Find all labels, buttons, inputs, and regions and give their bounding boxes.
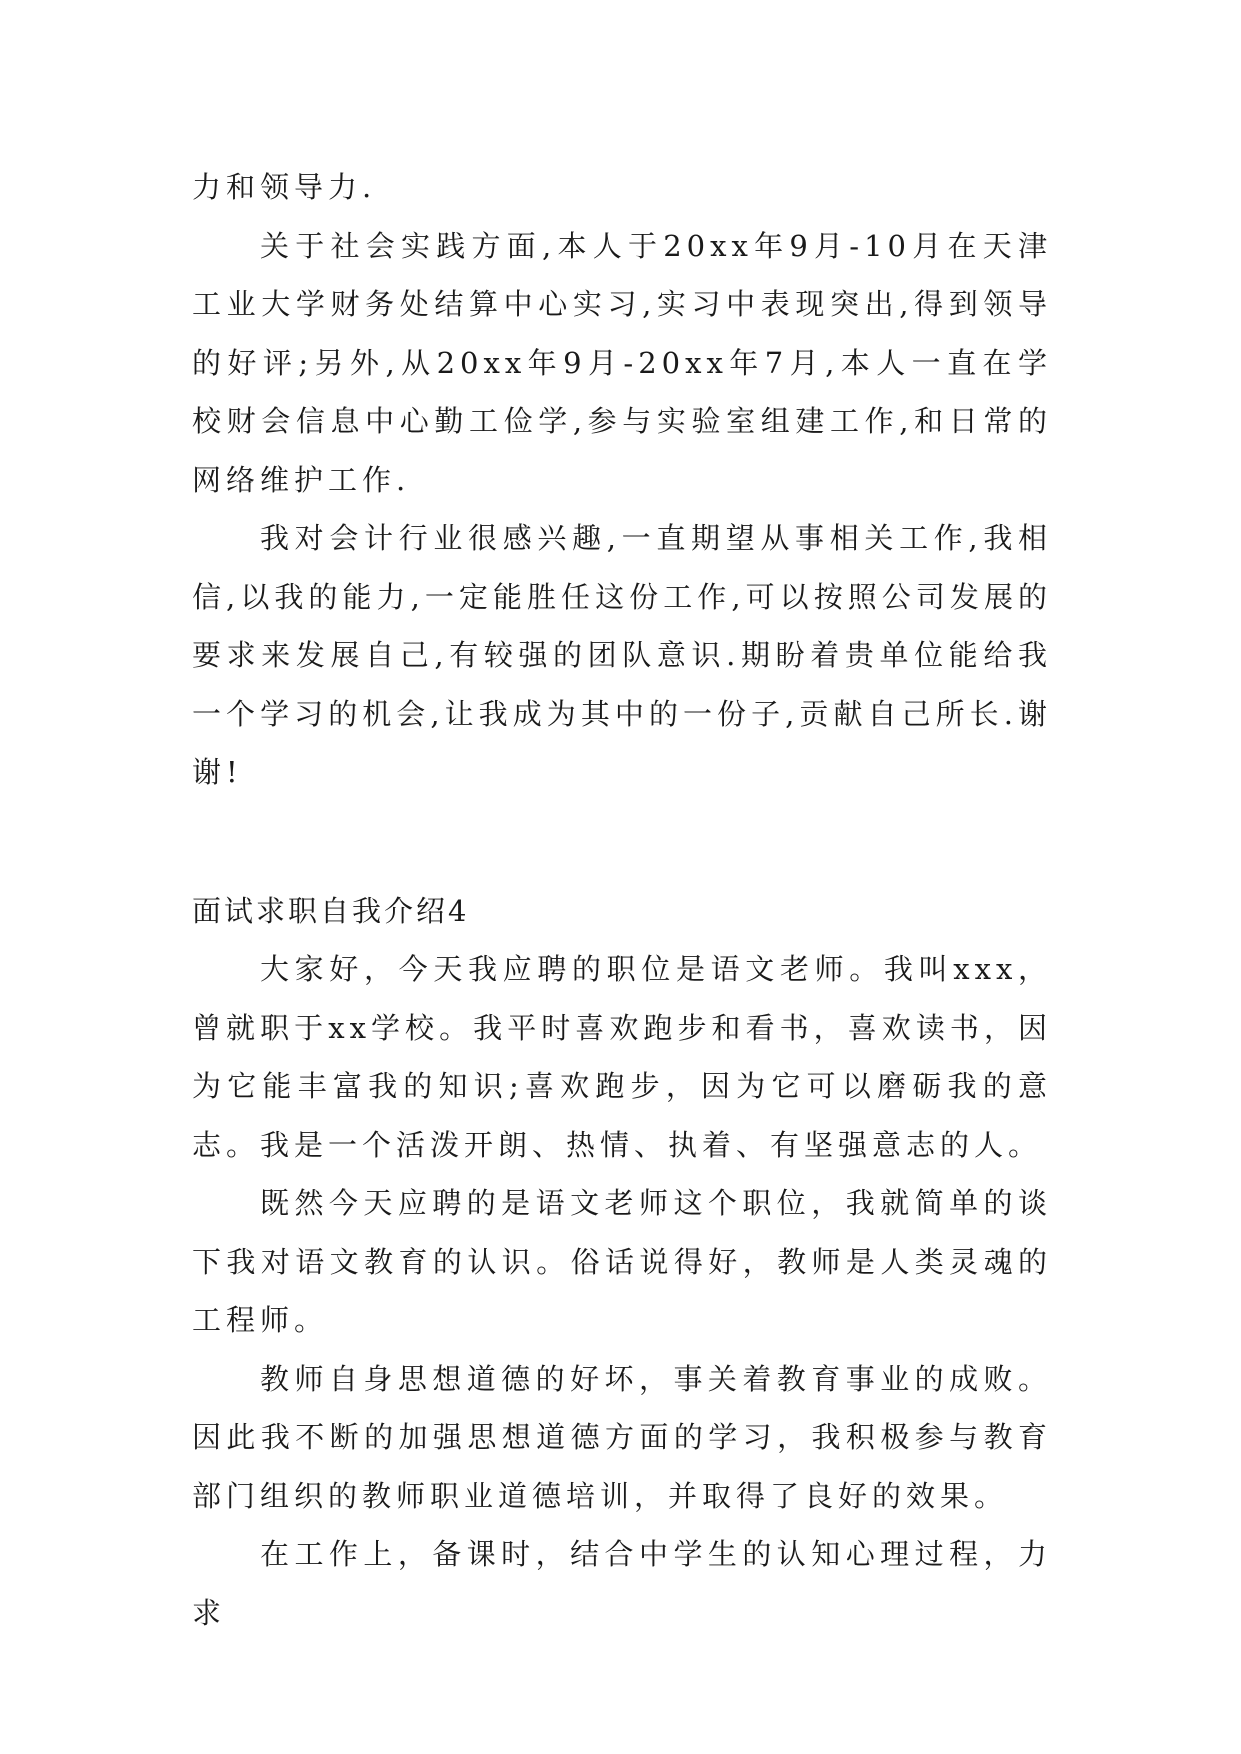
section-title: 面试求职自我介绍4 <box>192 893 470 928</box>
paragraph-chinese-education: 既然今天应聘的是语文老师这个职位，我就简单的谈下我对语文教育的认识。俗话说得好，教师是人类灵魂的工程师。 <box>192 1186 1052 1337</box>
paragraph-teacher-ethics: 教师自身思想道德的好坏，事关着教育事业的成败。因此我不断的加强思想道德方面的学习，我积极参与教育部门组织的教师职业道德培训，并取得了良好的效果。 <box>192 1361 1052 1513</box>
paragraph-work-preparation: 在工作上，备课时，结合中学生的认知心理过程，力求 <box>192 1537 1052 1630</box>
paragraph-accounting-interest: 我对会计行业很感兴趣,一直期望从事相关工作,我相信,以我的能力,一定能胜任这份工作,可以按照公司发展的要求来发展自己,有较强的团队意识.期盼着贵单位能给我一个学习的机会,让我成为其中的一份子,贡献自己所长.谢谢! <box>192 521 1053 789</box>
paragraph-continuation: 力和领导力. <box>192 170 377 204</box>
paragraph-greeting: 大家好，今天我应聘的职位是语文老师。我叫xxx，曾就职于xx学校。我平时喜欢跑步和看书，喜欢读书，因为它能丰富我的知识;喜欢跑步，因为它可以磨砺我的意志。我是一个活泼开朗、热情、执着、有坚强意志的人。 <box>192 952 1052 1162</box>
paragraph-social-practice: 关于社会实践方面,本人于20xx年9月-10月在天津工业大学财务处结算中心实习,实习中表现突出,得到领导的好评;另外,从20xx年9月-20xx年7月,本人一直在学校财会信息中心勤工俭学,参与实验室组建工作,和日常的网络维护工作. <box>192 228 1052 497</box>
document-body <box>192 158 1052 1642</box>
